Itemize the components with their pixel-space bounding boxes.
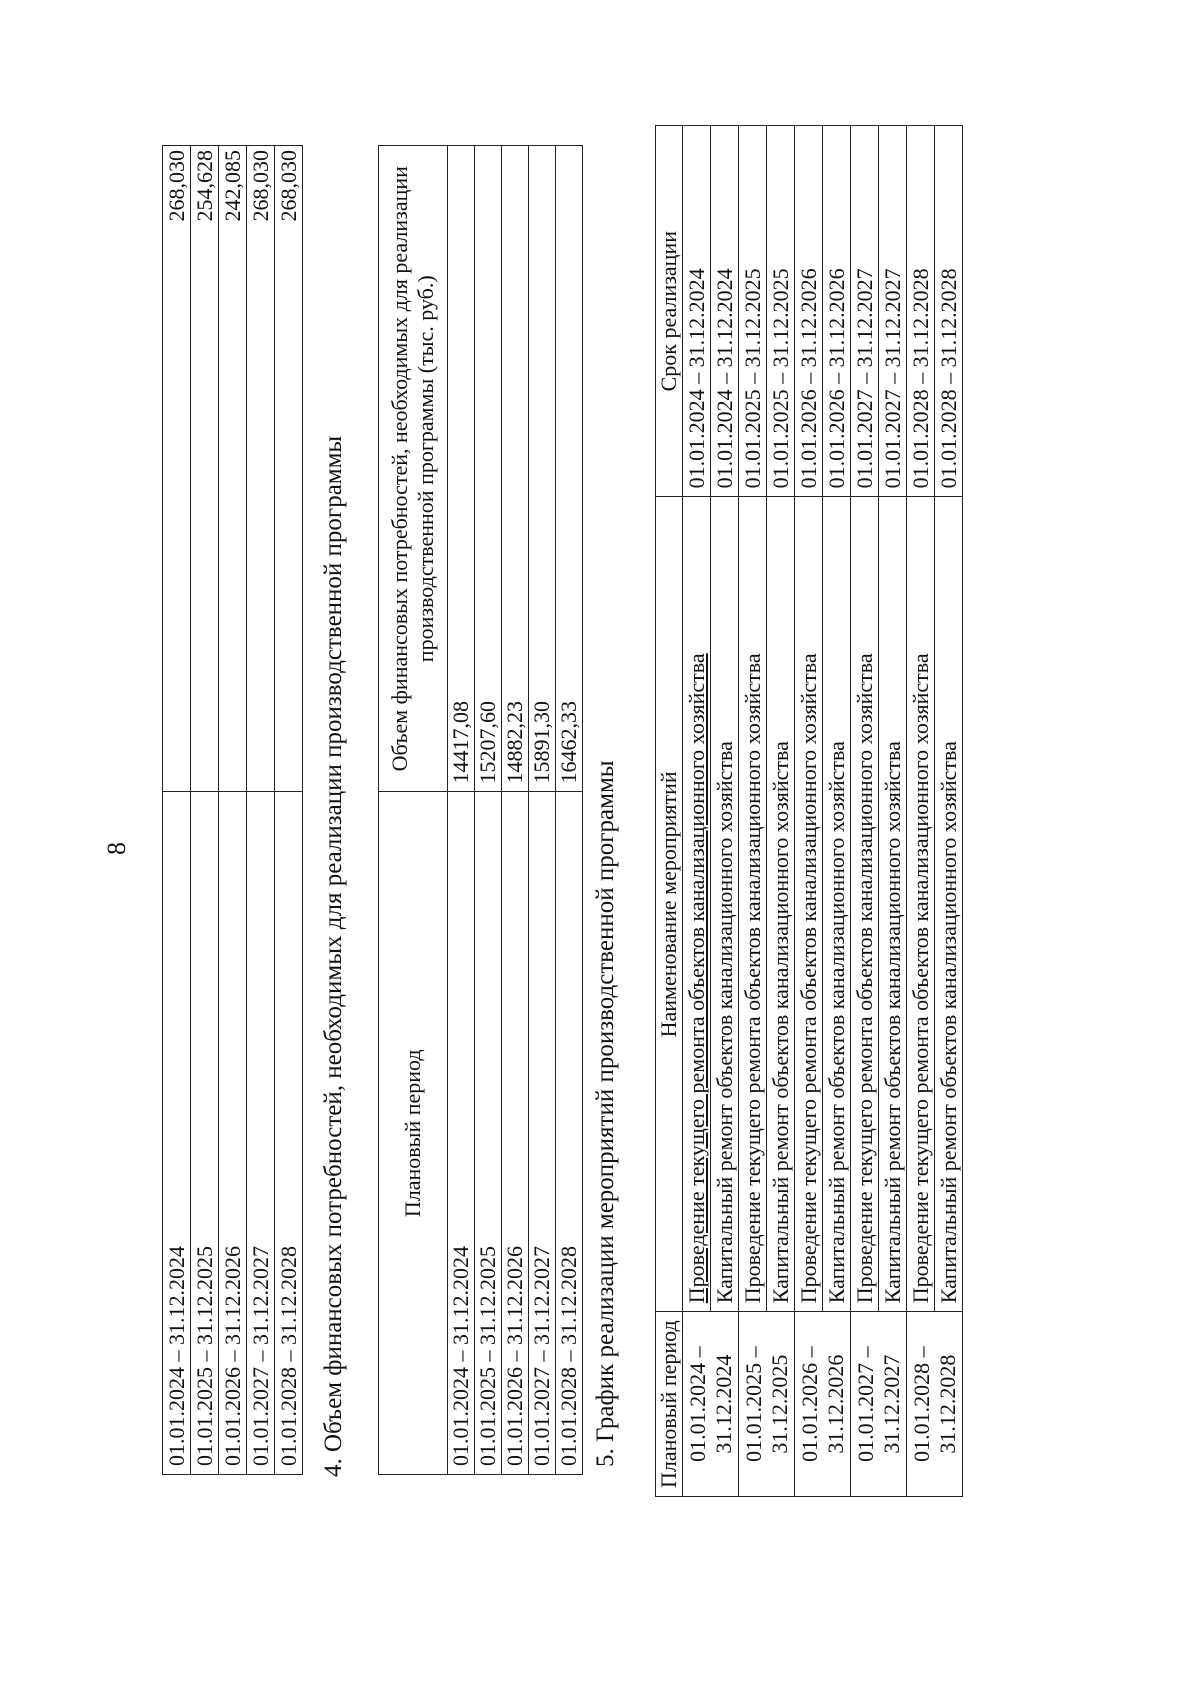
table-row bbox=[163, 146, 191, 1475]
period-cell bbox=[851, 1312, 907, 1497]
column-header-term: Срок реализации bbox=[656, 126, 683, 497]
period-cell: 01.01.2024 – 31.12.2024 bbox=[163, 792, 191, 1475]
financial-needs-table bbox=[378, 145, 583, 1475]
table-row bbox=[683, 126, 711, 1497]
value-cell: 242,085 bbox=[219, 146, 247, 792]
table-row bbox=[851, 126, 879, 1497]
table-row bbox=[529, 146, 556, 1475]
table-row bbox=[907, 126, 935, 1497]
activity-cell: Капитальный ремонт объектов канализационного хозяйства bbox=[879, 497, 907, 1312]
table-row bbox=[275, 146, 303, 1475]
column-header-volume: Объем финансовых потребностей, необходимых для реализации производственной программы (тыс. руб.) bbox=[379, 146, 448, 793]
table-row bbox=[502, 146, 529, 1475]
period-cell: 01.01.2025 – 31.12.2025 bbox=[475, 792, 502, 1475]
table-row bbox=[767, 126, 795, 1497]
period-cell bbox=[683, 1312, 739, 1497]
column-header-period: Плановый период bbox=[656, 1312, 683, 1497]
period-cell: 01.01.2026 – 31.12.2026 bbox=[219, 792, 247, 1475]
activity-cell: Капитальный ремонт объектов канализационного хозяйства bbox=[823, 497, 851, 1312]
value-cell: 268,030 bbox=[163, 146, 191, 792]
value-cell: 16462,33 bbox=[556, 146, 583, 793]
table-continuation bbox=[162, 145, 303, 1475]
table-header-row bbox=[379, 146, 448, 1475]
value-cell: 268,030 bbox=[247, 146, 275, 792]
column-header-activity: Наименование мероприятий bbox=[656, 497, 683, 1312]
table-header-row bbox=[656, 126, 683, 1497]
value-cell: 268,030 bbox=[275, 146, 303, 792]
period-cell: 01.01.2027 – 31.12.2027 bbox=[247, 792, 275, 1475]
table-row bbox=[739, 126, 767, 1497]
term-cell: 01.01.2025 – 31.12.2025 bbox=[739, 126, 767, 497]
schedule-table bbox=[655, 125, 963, 1497]
period-cell: 01.01.2028 – 31.12.2028 bbox=[556, 792, 583, 1475]
period-cell bbox=[739, 1312, 795, 1497]
activity-cell: Капитальный ремонт объектов канализационного хозяйства bbox=[767, 497, 795, 1312]
period-start: 01.01.2025 – bbox=[740, 1346, 766, 1462]
table-row bbox=[823, 126, 851, 1497]
period-end: 31.12.2027 bbox=[878, 1354, 904, 1454]
period-start: 01.01.2026 – bbox=[796, 1346, 822, 1462]
activity-cell: Проведение текущего ремонта объектов канализационного хозяйства bbox=[683, 497, 711, 1312]
table-row bbox=[191, 146, 219, 1475]
term-cell: 01.01.2028 – 31.12.2028 bbox=[935, 126, 963, 497]
period-start: 01.01.2027 – bbox=[852, 1346, 878, 1462]
term-cell: 01.01.2024 – 31.12.2024 bbox=[711, 126, 739, 497]
activity-cell: Проведение текущего ремонта объектов канализационного хозяйства bbox=[739, 497, 767, 1312]
period-cell bbox=[795, 1312, 851, 1497]
period-cell: 01.01.2024 – 31.12.2024 bbox=[448, 792, 475, 1475]
period-start: 01.01.2028 – bbox=[908, 1346, 934, 1462]
table-row bbox=[475, 146, 502, 1475]
period-cell bbox=[907, 1312, 963, 1497]
term-cell: 01.01.2028 – 31.12.2028 bbox=[907, 126, 935, 497]
table-row bbox=[795, 126, 823, 1497]
table-row bbox=[711, 126, 739, 1497]
term-cell: 01.01.2026 – 31.12.2026 bbox=[823, 126, 851, 497]
period-start: 01.01.2024 – bbox=[684, 1346, 710, 1462]
activity-cell: Проведение текущего ремонта объектов канализационного хозяйства bbox=[851, 497, 879, 1312]
table-row bbox=[556, 146, 583, 1475]
period-end: 31.12.2025 bbox=[766, 1354, 792, 1454]
term-cell: 01.01.2026 – 31.12.2026 bbox=[795, 126, 823, 497]
table-row bbox=[448, 146, 475, 1475]
value-cell: 254,628 bbox=[191, 146, 219, 792]
activity-cell: Проведение текущего ремонта объектов канализационного хозяйства bbox=[795, 497, 823, 1312]
activity-cell: Капитальный ремонт объектов канализационного хозяйства bbox=[935, 497, 963, 1312]
value-cell: 15891,30 bbox=[529, 146, 556, 793]
period-cell: 01.01.2027 – 31.12.2027 bbox=[529, 792, 556, 1475]
activity-cell: Проведение текущего ремонта объектов канализационного хозяйства bbox=[907, 497, 935, 1312]
value-cell: 14417,08 bbox=[448, 146, 475, 793]
term-cell: 01.01.2027 – 31.12.2027 bbox=[879, 126, 907, 497]
period-cell: 01.01.2028 – 31.12.2028 bbox=[275, 792, 303, 1475]
term-cell: 01.01.2024 – 31.12.2024 bbox=[683, 126, 711, 497]
value-cell: 14882,23 bbox=[502, 146, 529, 793]
section-5-title: 5. График реализации мероприятий производственной программы bbox=[592, 760, 619, 1467]
term-cell: 01.01.2027 – 31.12.2027 bbox=[851, 126, 879, 497]
table-row bbox=[219, 146, 247, 1475]
period-cell: 01.01.2025 – 31.12.2025 bbox=[191, 792, 219, 1475]
period-cell: 01.01.2026 – 31.12.2026 bbox=[502, 792, 529, 1475]
period-end: 31.12.2028 bbox=[934, 1354, 960, 1454]
term-cell: 01.01.2025 – 31.12.2025 bbox=[767, 126, 795, 497]
page-number: 8 bbox=[102, 842, 131, 855]
table-row bbox=[935, 126, 963, 1497]
period-end: 31.12.2026 bbox=[822, 1354, 848, 1454]
column-header-period: Плановый период bbox=[379, 792, 448, 1475]
value-cell: 15207,60 bbox=[475, 146, 502, 793]
table-row bbox=[879, 126, 907, 1497]
activity-cell: Капитальный ремонт объектов канализационного хозяйства bbox=[711, 497, 739, 1312]
section-4-title: 4. Объем финансовых потребностей, необходимых для реализации производственной программы bbox=[320, 435, 347, 1477]
table-row bbox=[247, 146, 275, 1475]
period-end: 31.12.2024 bbox=[710, 1354, 736, 1454]
